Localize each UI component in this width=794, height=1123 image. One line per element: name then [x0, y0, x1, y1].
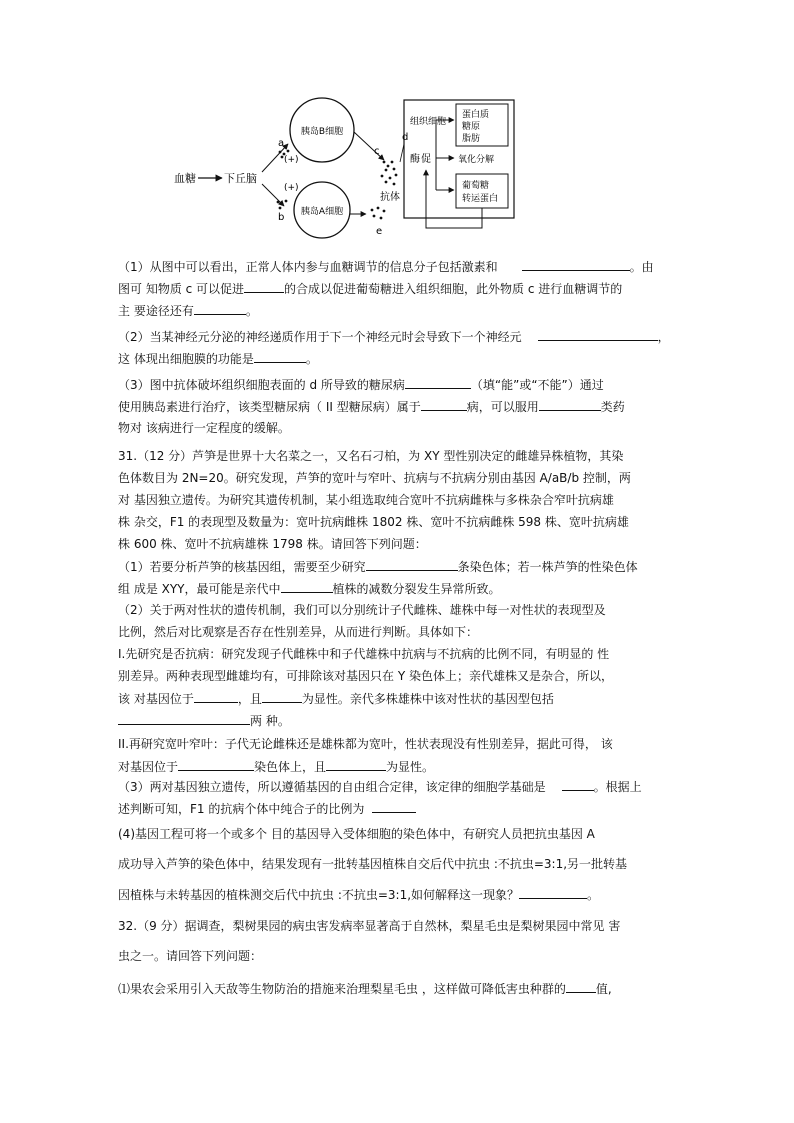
text: 对 基因独立遗传。为研究其遗传机制，某小组选取纯合宽叶不抗病雌株与多株杂合窄叶抗病雄 — [118, 493, 614, 507]
q31-4-line1 — [118, 826, 595, 842]
q3-line2 — [118, 398, 625, 415]
text: 图可 知物质 c 可以促进 — [118, 282, 245, 296]
q32-line1 — [118, 918, 620, 934]
q31-line5 — [118, 536, 427, 552]
q31-line1 — [118, 448, 623, 464]
q31-3-line2 — [118, 800, 416, 817]
answer-blank[interactable] — [262, 690, 302, 703]
text: 使用胰岛素进行治疗，该类型糖尿病（ II 型糖尿病）属于 — [118, 400, 421, 414]
text: （3）图中抗体破坏组织细胞表面的 d 所导致的糖尿病 — [118, 378, 405, 392]
text: （2）关于两对性状的遗传机制，我们可以分别统计子代雌株、雄株中每一对性状的表现型及 — [118, 603, 606, 617]
text: 比例，然后对比观察是否存在性别差异，从而进行判断。具体如下： — [118, 625, 479, 639]
text: ，且 — [237, 692, 262, 706]
d-tick — [400, 144, 404, 162]
answer-blank[interactable] — [326, 758, 386, 771]
answer-blank[interactable] — [178, 758, 254, 771]
answer-blank[interactable] — [244, 280, 284, 293]
box2-line1: 葡萄糖 — [462, 181, 490, 191]
text: 两 种。 — [250, 714, 290, 728]
q3-line1 — [118, 376, 604, 393]
q31-2-line1 — [118, 602, 606, 618]
text: 株 600 株、宽叶不抗病雄株 1798 株。请回答下列问题： — [118, 537, 427, 551]
q31-2-line4 — [118, 668, 613, 684]
label-b: b — [278, 212, 285, 223]
answer-blank[interactable] — [566, 980, 596, 993]
box2-line2: 转运蛋白 — [462, 194, 499, 204]
text: 。 — [245, 304, 258, 318]
label-e: e — [376, 226, 383, 237]
text: （3）两对基因独立遗传，所以遵循基因的自由组合定律，该定律的细胞学基础是 — [118, 780, 546, 794]
text: 为显性。亲代多株雄株中该对性状的基因型包括 — [301, 692, 554, 706]
answer-blank[interactable] — [194, 302, 246, 315]
dots-c — [381, 161, 398, 186]
text: II.再研究宽叶窄叶：子代无论雌株还是雄株都为宽叶，性状表现没有性别差异，据此可得， 该 — [118, 737, 613, 751]
arrow-beta-to-c — [354, 132, 384, 160]
answer-blank[interactable] — [118, 712, 250, 725]
text: 这 体现出细胞膜的功能是 — [118, 352, 254, 366]
q31-4-line3 — [118, 886, 599, 903]
label-a: a — [278, 138, 285, 149]
arrow-to-alpha — [262, 184, 284, 206]
text: 主 要途径还有 — [118, 304, 194, 318]
answer-blank[interactable] — [539, 398, 601, 411]
text: （1）若要分析芦笋的核基因组，需要至少研究 — [118, 560, 366, 574]
text: 成功导入芦笋的染色体中，结果发现有一批转基因植株自交后代中抗虫 :不抗虫=3:1,另一批转基 — [118, 857, 628, 871]
q31-2-line8 — [118, 758, 434, 775]
text: 类药 — [600, 400, 625, 414]
q2-line2 — [118, 350, 318, 367]
text: 31.（12 分）芦笋是世界十大名菜之一，又名石刁柏，为 XY 型性别决定的雌雄异株植物，其染 — [118, 449, 624, 463]
text: （1）从图中可以看出，正常人体内参与血糖调节的信息分子包括激素和 — [118, 260, 498, 274]
text: 值, — [595, 982, 612, 996]
text: 株 杂交，F1 的表现型及数量为：宽叶抗病雌株 1802 株、宽叶不抗病雌株 598 株、宽叶抗病雄 — [118, 515, 629, 529]
text: (4)基因工程可将一个或多个 目的基因导入受体细胞的染色体中，有研究人员把抗虫基因 A — [118, 827, 595, 841]
q31-4-line2 — [118, 856, 627, 872]
text: 因植株与未转基因的植株测交后代中抗虫 :不抗虫=3:1,如何解释这一现象？ — [118, 888, 520, 902]
q31-3-line1 — [118, 778, 642, 795]
text: 为显性。 — [386, 760, 435, 774]
answer-blank[interactable] — [421, 398, 467, 411]
blood-sugar-label: 血糖 — [174, 172, 196, 185]
box1-line2: 糖原 — [462, 122, 481, 132]
blood-sugar-regulation-diagram — [170, 96, 520, 242]
text: 。 — [587, 888, 600, 902]
label-d: d — [402, 132, 409, 143]
text: 虫之一。请回答下列问题： — [118, 949, 263, 963]
dots-e — [371, 207, 386, 220]
text: I.先研究是否抗病：研究发现子代雌株中和子代雄株中抗病与不抗病的比例不同，有明显的 性 — [118, 647, 610, 661]
q3-line3 — [118, 420, 290, 436]
beta-cell-label: 胰岛B细胞 — [300, 127, 344, 137]
dots-b — [277, 200, 288, 210]
text: 的合成以促进葡萄糖进入组织细胞，此外物质 c 进行血糖调节的 — [284, 282, 623, 296]
tissue-cell-label: 组织细胞 — [410, 117, 447, 127]
answer-blank[interactable] — [519, 886, 587, 899]
answer-blank[interactable] — [281, 580, 333, 593]
q31-line2 — [118, 470, 631, 486]
text: 该 对基因位于 — [118, 692, 194, 706]
box1-line3: 脂肪 — [462, 134, 481, 144]
text: 植株的减数分裂发生异常所致。 — [332, 582, 501, 596]
text: （2）当某神经元分泌的神经递质作用于下一个神经元时会导致下一个神经元 — [118, 330, 522, 344]
text: 病，可以服用 — [466, 400, 539, 414]
label-c: c — [374, 146, 380, 157]
text: 。根据上 — [593, 780, 642, 794]
answer-blank[interactable] — [372, 800, 416, 813]
answer-blank[interactable] — [254, 350, 306, 363]
text: ⑴果农会采用引入天敌等生物防治的措施来治理梨星毛虫 ，这样做可降低害虫种群的 — [118, 982, 566, 996]
promote-prefix-label: 酶 — [410, 154, 420, 165]
q32-1-line1 — [118, 980, 612, 997]
q1-line2 — [118, 280, 622, 297]
q31-2-line6 — [118, 712, 290, 729]
answer-blank[interactable] — [405, 376, 471, 389]
text: 32.（9 分）据调查，梨树果园的病虫害发病率显著高于自然林，梨星毛虫是梨树果园中常见 害 — [118, 919, 621, 933]
q31-line4 — [118, 514, 629, 530]
hypothalamus-label: 下丘脑 — [224, 172, 257, 185]
q31-2-line3 — [118, 646, 609, 662]
q31-line3 — [118, 492, 614, 508]
alpha-cell-label: 胰岛A细胞 — [300, 207, 344, 217]
q1-line3 — [118, 302, 258, 319]
promote-label: 促 — [421, 154, 431, 165]
antibody-label: 抗体 — [380, 192, 400, 203]
q2-line1 — [118, 328, 670, 345]
text: 别差异。两种表现型雌雄均有，可排除该对基因只在 Y 染色体上；亲代雄株又是杂合，所以， — [118, 669, 613, 683]
plus-b: (+) — [284, 183, 299, 193]
q31-2-line2 — [118, 624, 478, 640]
oxidation-label: 氧化分解 — [458, 155, 495, 165]
text: 。由 — [629, 260, 654, 274]
text: 色体数目为 2N=20。研究发现，芦笋的宽叶与窄叶、抗病与不抗病分别由基因 A/aB/b 控制，两 — [118, 471, 631, 485]
text: 物对 该病进行一定程度的缓解。 — [118, 421, 290, 435]
q31-2-line7 — [118, 736, 613, 752]
q31-1-line2 — [118, 580, 501, 597]
q32-line2 — [118, 948, 262, 964]
answer-blank[interactable] — [194, 690, 238, 703]
text: 染色体上，且 — [254, 760, 327, 774]
answer-blank[interactable] — [538, 328, 658, 341]
text: ， — [657, 330, 670, 344]
text: 对基因位于 — [118, 760, 179, 774]
text: 。 — [305, 352, 318, 366]
text: 条染色体；若一株芦笋的性染色体 — [457, 560, 638, 574]
box1-line1: 蛋白质 — [462, 110, 490, 120]
answer-blank[interactable] — [366, 558, 458, 571]
text: （填“能”或“不能”）通过 — [470, 378, 604, 392]
q31-1-line1 — [118, 558, 638, 575]
answer-blank[interactable] — [522, 258, 630, 271]
text: 述判断可知，F1 的抗病个体中纯合子的比例为 — [118, 802, 365, 816]
q31-2-line5 — [118, 690, 554, 707]
answer-blank[interactable] — [562, 778, 594, 791]
text: 组 成是 XYY，最可能是亲代中 — [118, 582, 281, 596]
q1-line1 — [118, 258, 654, 275]
plus-a: (+) — [284, 155, 299, 165]
